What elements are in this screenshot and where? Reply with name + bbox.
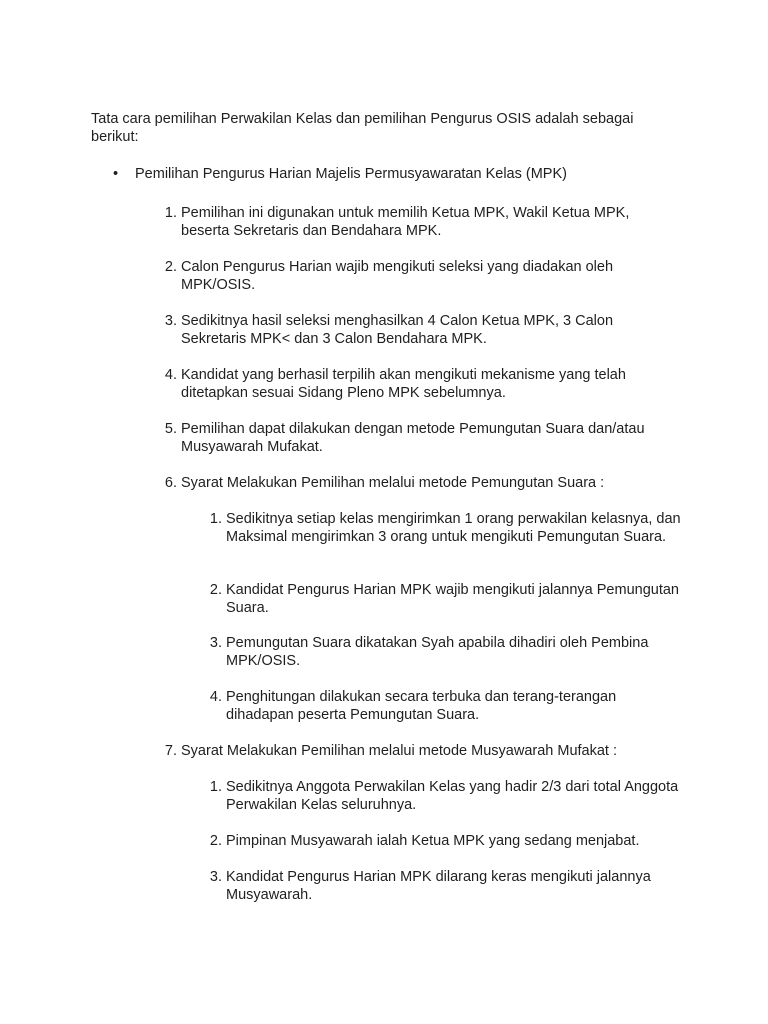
list-number: 1. — [209, 511, 222, 527]
intro-paragraph: Tata cara pemilihan Perwakilan Kelas dan pemilihan Pengurus OSIS adalah sebagai berikut: — [91, 111, 634, 145]
list-text: Pimpinan Musyawarah ialah Ketua MPK yang sedang menjabat. — [226, 833, 640, 849]
list-text: Pemilihan dapat dilakukan dengan metode Pemungutan Suara dan/atau Musyawarah Mufakat. — [181, 421, 645, 455]
list-number: 7. — [164, 743, 177, 759]
list-text: Kandidat Pengurus Harian MPK dilarang keras mengikuti jalannya Musyawarah. — [226, 869, 651, 903]
list-text: Sedikitnya Anggota Perwakilan Kelas yang hadir 2/3 dari total Anggota Perwakilan Kelas seluruhnya. — [226, 779, 679, 813]
list-text: Penghitungan dilakukan secara terbuka dan terang-terangan dihadapan peserta Pemungutan Suara. — [226, 689, 617, 723]
list-number: 1. — [209, 779, 222, 795]
list-number: 6. — [164, 475, 177, 491]
list-number: 5. — [164, 421, 177, 437]
list-text: Syarat Melakukan Pemilihan melalui metode Pemungutan Suara : — [181, 475, 605, 491]
list-number: 1. — [164, 205, 177, 221]
list-text: Pemilihan ini digunakan untuk memilih Ketua MPK, Wakil Ketua MPK, beserta Sekretaris dan Bendahara MPK. — [181, 205, 630, 239]
list-text: Kandidat Pengurus Harian MPK wajib mengikuti jalannya Pemungutan Suara. — [226, 582, 679, 616]
list-number: 3. — [209, 635, 222, 651]
list-text: Pemungutan Suara dikatakan Syah apabila dihadiri oleh Pembina MPK/OSIS. — [226, 635, 649, 669]
list-number: 4. — [164, 367, 177, 383]
list-text: Syarat Melakukan Pemilihan melalui metode Musyawarah Mufakat : — [181, 743, 618, 759]
list-number: 3. — [209, 869, 222, 885]
bullet-text: Pemilihan Pengurus Harian Majelis Permusyawaratan Kelas (MPK) — [135, 166, 567, 182]
list-number: 2. — [164, 259, 177, 275]
list-text: Calon Pengurus Harian wajib mengikuti seleksi yang diadakan oleh MPK/OSIS. — [181, 259, 614, 293]
list-text: Sedikitnya setiap kelas mengirimkan 1 orang perwakilan kelasnya, dan Maksimal mengirimkan 3 orang untuk mengikuti Pemungutan Suara. — [226, 511, 681, 545]
bullet-icon: • — [113, 166, 119, 182]
list-number: 3. — [164, 313, 177, 329]
list-number: 4. — [209, 689, 222, 705]
list-text: Sedikitnya hasil seleksi menghasilkan 4 Calon Ketua MPK, 3 Calon Sekretaris MPK< dan 3 Calon Bendahara MPK. — [181, 313, 614, 347]
list-number: 2. — [209, 582, 222, 598]
list-number: 2. — [209, 833, 222, 849]
list-text: Kandidat yang berhasil terpilih akan mengikuti mekanisme yang telah ditetapkan sesuai Sidang Pleno MPK sebelumnya. — [181, 367, 626, 401]
